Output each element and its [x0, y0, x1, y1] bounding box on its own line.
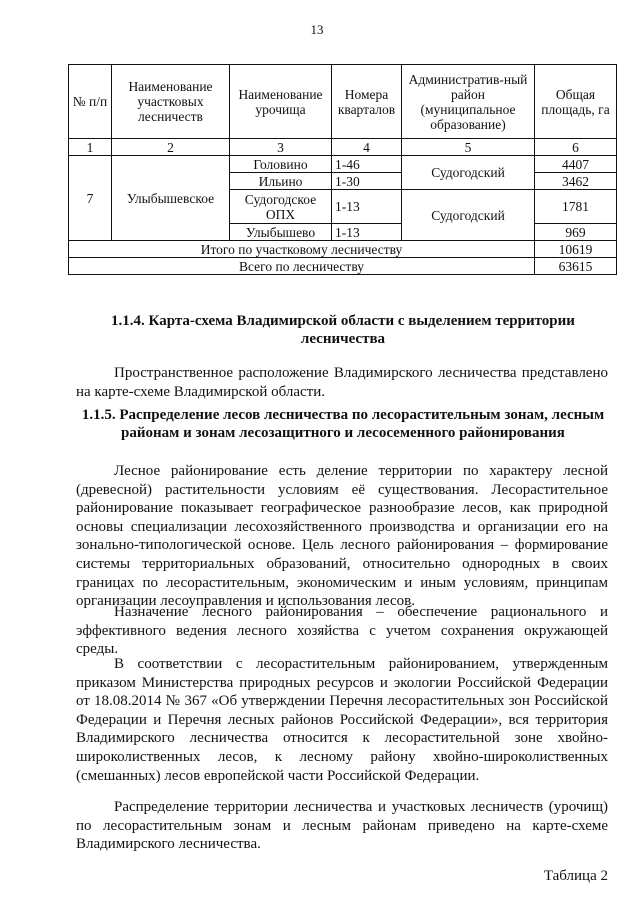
section-1-1-5-paragraph-3: В соответствии с лесорастительным районированием, утвержденным приказом Министерства природных ресурсов и экологии Российской Федерации от 18.08.2014 № 367 «Об утверждении Перечня лесорастительных зон Российской Федерации и Перечня лесных районов Российской Федерации», вся территория Владимирского лесничества относится к лесорастительной зоне хвойно-широколиственных лесов, к лесному району хвойно-широколиственных (смешанных) лесов европейской части Российской Федерации. — [76, 656, 608, 784]
forestry-table — [68, 64, 617, 275]
col-number: 4 — [332, 139, 402, 156]
area-value: 969 — [535, 224, 617, 241]
tract-name: Судогодское ОПХ — [230, 190, 332, 224]
col-number: 1 — [69, 139, 112, 156]
group-number: 7 — [69, 156, 112, 241]
header-quarters: Номера кварталов — [332, 65, 402, 139]
total-forestry-value: 10619 — [535, 241, 617, 258]
area-value: 3462 — [535, 173, 617, 190]
header-area: Общая площадь, га — [535, 65, 617, 139]
district-name: Судогодский — [402, 190, 535, 241]
quarter-numbers: 1-13 — [332, 224, 402, 241]
header-num: № п/п — [69, 65, 112, 139]
quarter-numbers: 1-30 — [332, 173, 402, 190]
quarter-numbers: 1-46 — [332, 156, 402, 173]
col-number: 6 — [535, 139, 617, 156]
col-number: 2 — [112, 139, 230, 156]
col-number: 5 — [402, 139, 535, 156]
header-forestry: Наименование участковых лесничеств — [112, 65, 230, 139]
header-tract: Наименование урочища — [230, 65, 332, 139]
total-forestry-label: Итого по участковому лесничеству — [69, 241, 535, 258]
table-header-row — [69, 65, 617, 139]
section-1-1-4-text: Пространственное расположение Владимирского лесничества представлено на карте-схеме Владимирской области. — [76, 365, 608, 400]
table-caption: Таблица 2 — [543, 868, 608, 884]
section-1-1-4-title: 1.1.4. Карта-схема Владимирской области с выделением территории лесничества — [111, 313, 575, 347]
table-row — [69, 156, 617, 173]
tract-name: Улыбышево — [230, 224, 332, 241]
total-all-row — [69, 258, 617, 275]
district-name: Судогодский — [402, 156, 535, 190]
quarter-numbers: 1-13 — [332, 190, 402, 224]
area-value: 1781 — [535, 190, 617, 224]
col-number: 3 — [230, 139, 332, 156]
column-number-row — [69, 139, 617, 156]
group-forestry: Улыбышевское — [112, 156, 230, 241]
tract-name: Ильино — [230, 173, 332, 190]
area-value: 4407 — [535, 156, 617, 173]
section-1-1-5-paragraph-1: Лесное районирование есть деление территории по характеру лесной (древесной) растительности условиям её существования. Лесорастительное районирование показывает географическое разнообразие лесов, как природной основы специализации лесохозяйственного производства и организации его на зонально-типологической основе. Цель лесного районирования – формирование системы территориальных образований, относительно однородных в своих границах по лесорастительным, экономическим и иным условиям, принципам организации лесоуправления и использования лесов. — [76, 463, 608, 610]
section-1-1-5-title: 1.1.5. Распределение лесов лесничества по лесорастительным зонам, лесным районам и зонам лесозащитного и лесосеменного районирования — [81, 407, 605, 441]
section-1-1-5-paragraph-4: Распределение территории лесничества и участковых лесничеств (урочищ) по лесорастительным зонам и лесным районам приведено на карте-схеме Владимирского лесничества. — [76, 799, 608, 853]
total-all-label: Всего по лесничеству — [69, 258, 535, 275]
section-1-1-5-paragraph-2: Назначение лесного районирования – обеспечение рационального и эффективного ведения лесного хозяйства с учетом сохранения окружающей среды. — [76, 604, 608, 658]
total-all-value: 63615 — [535, 258, 617, 275]
header-district: Административ-ный район (муниципальное образование) — [402, 65, 535, 139]
page-number: 13 — [310, 22, 324, 37]
tract-name: Головино — [230, 156, 332, 173]
total-forestry-row — [69, 241, 617, 258]
